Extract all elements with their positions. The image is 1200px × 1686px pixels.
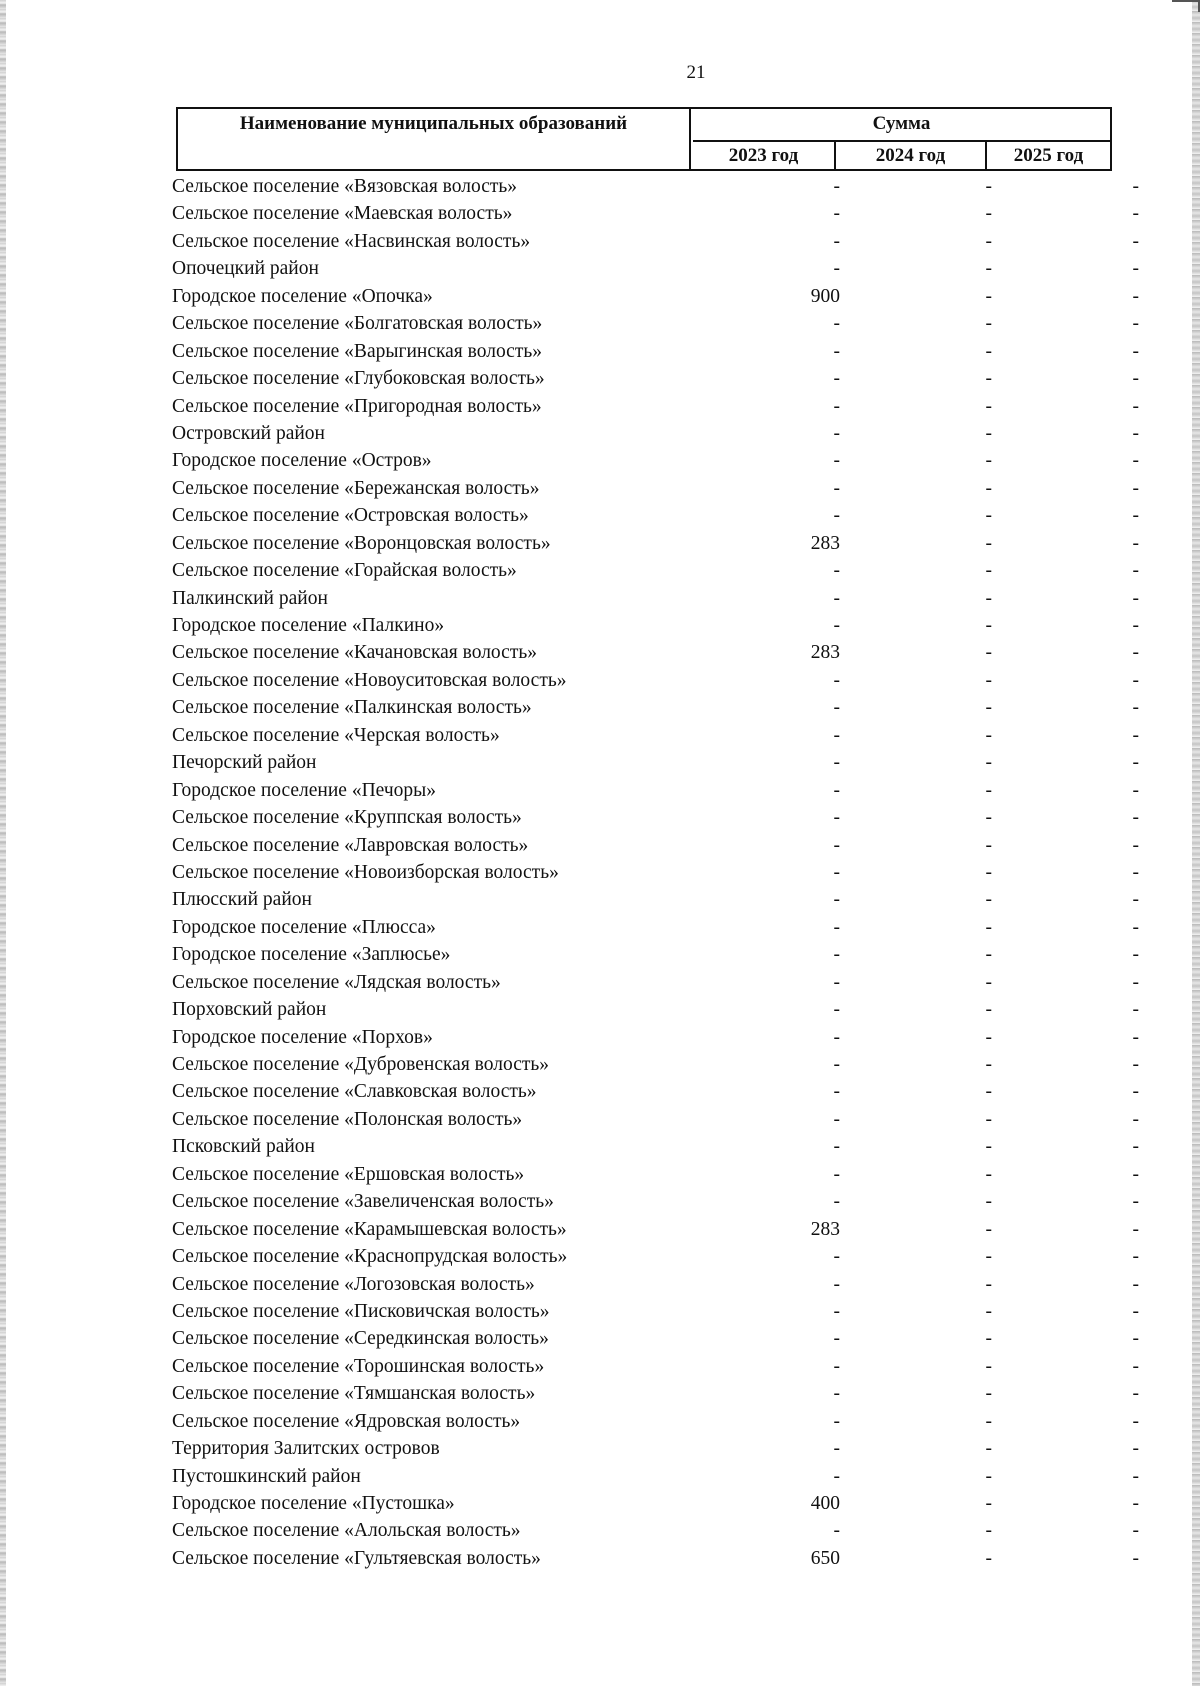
- row-value-2025: -: [1132, 1218, 1139, 1240]
- table-row: [0, 557, 1200, 584]
- row-name: Сельское поселение «Островская волость»: [172, 505, 529, 527]
- table-row: [0, 1133, 1200, 1160]
- row-value-2025: -: [1132, 779, 1139, 801]
- row-name: Городское поселение «Опочка»: [172, 285, 433, 307]
- row-value-2024: -: [985, 1026, 992, 1048]
- row-value-2025: -: [1132, 1163, 1139, 1185]
- row-name: Сельское поселение «Палкинская волость»: [172, 697, 532, 719]
- row-value-2023: -: [833, 971, 840, 993]
- row-value-2023: -: [833, 1191, 840, 1213]
- row-value-2023: -: [833, 368, 840, 390]
- table-row: [0, 777, 1200, 804]
- row-value-2025: -: [1132, 1273, 1139, 1295]
- row-value-2024: -: [985, 422, 992, 444]
- table-row: [0, 804, 1200, 831]
- table-row: [0, 310, 1200, 337]
- row-value-2023: -: [833, 560, 840, 582]
- row-value-2025: -: [1132, 669, 1139, 691]
- row-value-2024: -: [985, 560, 992, 582]
- row-value-2025: -: [1132, 532, 1139, 554]
- row-value-2024: -: [985, 1136, 992, 1158]
- row-value-2023: -: [833, 861, 840, 883]
- row-value-2023: -: [833, 1355, 840, 1377]
- row-name: Городское поселение «Порхов»: [172, 1026, 433, 1048]
- row-value-2023: -: [833, 258, 840, 280]
- table-row: [0, 228, 1200, 255]
- row-value-2024: -: [985, 752, 992, 774]
- row-value-2024: -: [985, 1355, 992, 1377]
- row-value-2024: -: [985, 1410, 992, 1432]
- row-name: Сельское поселение «Качановская волость»: [172, 642, 537, 664]
- row-value-2024: -: [985, 230, 992, 252]
- row-value-2024: -: [985, 1054, 992, 1075]
- row-name: Сельское поселение «Гультяевская волость»: [172, 1547, 541, 1569]
- table-body: [0, 173, 1200, 1572]
- row-value-2024: -: [985, 532, 992, 554]
- row-value-2024: -: [985, 916, 992, 938]
- row-value-2025: -: [1132, 422, 1139, 444]
- row-name: Сельское поселение «Лавровская волость»: [172, 834, 529, 856]
- header-year-2023: 2023 год: [693, 142, 836, 169]
- row-value-2025: -: [1132, 395, 1139, 417]
- row-name: Городское поселение «Печоры»: [172, 779, 436, 801]
- row-name: Порховский район: [172, 999, 327, 1021]
- row-value-2025: -: [1132, 340, 1139, 362]
- row-value-2025: -: [1132, 807, 1139, 829]
- row-value-2023: -: [833, 615, 840, 636]
- table-row: [0, 1051, 1200, 1078]
- row-name: Городское поселение «Остров»: [172, 450, 432, 472]
- row-value-2024: -: [985, 944, 992, 966]
- row-value-2024: -: [985, 697, 992, 719]
- row-value-2025: -: [1132, 203, 1139, 225]
- row-name: Сельское поселение «Тямшанская волость»: [172, 1383, 536, 1405]
- row-value-2025: -: [1132, 1465, 1139, 1487]
- page-number: 21: [686, 62, 706, 83]
- row-value-2024: -: [985, 587, 992, 609]
- row-name: Псковский район: [172, 1136, 315, 1158]
- row-value-2024: -: [985, 1246, 992, 1268]
- row-value-2023: -: [833, 697, 840, 719]
- table-row: [0, 914, 1200, 941]
- row-value-2025: -: [1132, 587, 1139, 609]
- row-value-2025: -: [1132, 1410, 1139, 1432]
- row-value-2023: 283: [810, 1218, 840, 1240]
- row-value-2023: -: [833, 340, 840, 362]
- table-row: [0, 1024, 1200, 1051]
- table-row: [0, 1161, 1200, 1188]
- row-value-2025: -: [1132, 1547, 1139, 1569]
- row-name: Сельское поселение «Круппская волость»: [172, 807, 522, 829]
- row-value-2023: -: [833, 724, 840, 746]
- row-name: Плюсский район: [172, 889, 312, 911]
- row-value-2024: -: [985, 615, 992, 636]
- row-value-2023: -: [833, 1246, 840, 1268]
- row-value-2023: -: [833, 1163, 840, 1185]
- row-value-2024: -: [985, 313, 992, 335]
- table-row: [0, 585, 1200, 612]
- row-value-2023: -: [833, 313, 840, 335]
- row-value-2023: 283: [810, 532, 840, 554]
- row-name: Сельское поселение «Новоизборская волость»: [172, 861, 559, 883]
- table-row: [0, 173, 1200, 200]
- row-value-2025: -: [1132, 1355, 1139, 1377]
- row-name: Сельское поселение «Середкинская волость»: [172, 1328, 549, 1350]
- table-row: [0, 530, 1200, 557]
- row-value-2025: -: [1132, 971, 1139, 993]
- row-value-2025: -: [1132, 642, 1139, 664]
- row-value-2023: -: [833, 944, 840, 966]
- row-value-2025: -: [1132, 889, 1139, 911]
- row-name: Сельское поселение «Алольская волость»: [172, 1520, 521, 1542]
- row-value-2023: -: [833, 889, 840, 911]
- row-value-2025: -: [1132, 1246, 1139, 1268]
- row-value-2023: -: [833, 1273, 840, 1295]
- row-value-2023: -: [833, 1054, 840, 1075]
- table-row: [0, 1243, 1200, 1270]
- row-value-2024: -: [985, 889, 992, 911]
- row-value-2024: -: [985, 203, 992, 225]
- row-value-2023: -: [833, 1328, 840, 1350]
- row-value-2023: -: [833, 450, 840, 472]
- row-name: Сельское поселение «Пригородная волость»: [172, 395, 542, 417]
- table-row: [0, 996, 1200, 1023]
- row-value-2023: -: [833, 999, 840, 1021]
- row-name: Сельское поселение «Насвинская волость»: [172, 230, 531, 252]
- row-value-2024: -: [985, 395, 992, 417]
- row-value-2025: -: [1132, 752, 1139, 774]
- table-row: [0, 1188, 1200, 1215]
- row-value-2023: 650: [810, 1547, 840, 1569]
- row-value-2023: -: [833, 807, 840, 829]
- row-name: Городское поселение «Палкино»: [172, 615, 445, 636]
- table-row: [0, 338, 1200, 365]
- row-name: Сельское поселение «Дубровенская волость»: [172, 1054, 550, 1075]
- row-value-2025: -: [1132, 1026, 1139, 1048]
- row-value-2024: -: [985, 1520, 992, 1542]
- table-row: [0, 941, 1200, 968]
- row-value-2024: -: [985, 724, 992, 746]
- row-value-2025: -: [1132, 230, 1139, 252]
- table-row: [0, 1078, 1200, 1105]
- row-value-2025: -: [1132, 1328, 1139, 1350]
- row-value-2025: -: [1132, 505, 1139, 527]
- row-value-2025: -: [1132, 1520, 1139, 1542]
- table-row: [0, 1517, 1200, 1544]
- row-name: Территория Залитских островов: [172, 1438, 440, 1460]
- row-value-2023: -: [833, 395, 840, 417]
- row-value-2025: -: [1132, 944, 1139, 966]
- row-name: Сельское поселение «Карамышевская волость»: [172, 1218, 567, 1240]
- row-value-2023: 900: [810, 285, 840, 307]
- table-row: [0, 1380, 1200, 1407]
- table-row: [0, 393, 1200, 420]
- table-row: [0, 694, 1200, 721]
- row-value-2025: -: [1132, 1136, 1139, 1158]
- row-value-2024: -: [985, 1300, 992, 1322]
- table-row: [0, 969, 1200, 996]
- row-value-2025: -: [1132, 697, 1139, 719]
- row-name: Сельское поселение «Черская волость»: [172, 724, 500, 746]
- row-name: Сельское поселение «Ядровская волость»: [172, 1410, 521, 1432]
- row-value-2023: -: [833, 1438, 840, 1460]
- row-name: Сельское поселение «Лядская волость»: [172, 971, 501, 993]
- row-value-2025: -: [1132, 1081, 1139, 1103]
- table-row: [0, 1545, 1200, 1572]
- table-row: [0, 1353, 1200, 1380]
- row-name: Печорский район: [172, 752, 317, 774]
- row-value-2024: -: [985, 642, 992, 664]
- row-value-2025: -: [1132, 999, 1139, 1021]
- table-row: [0, 832, 1200, 859]
- row-value-2024: -: [985, 1191, 992, 1213]
- row-value-2024: -: [985, 1547, 992, 1569]
- row-value-2024: -: [985, 834, 992, 856]
- row-value-2024: -: [985, 1465, 992, 1487]
- row-name: Сельское поселение «Новоуситовская волость»: [172, 669, 567, 691]
- row-value-2024: -: [985, 1273, 992, 1295]
- table-row: [0, 1408, 1200, 1435]
- row-value-2024: -: [985, 807, 992, 829]
- row-value-2023: -: [833, 1136, 840, 1158]
- row-value-2024: -: [985, 1081, 992, 1103]
- row-value-2023: -: [833, 477, 840, 499]
- row-value-2025: -: [1132, 834, 1139, 856]
- table-row: [0, 749, 1200, 776]
- row-value-2024: -: [985, 999, 992, 1021]
- row-value-2024: -: [985, 669, 992, 691]
- row-value-2025: -: [1132, 1300, 1139, 1322]
- row-value-2023: -: [833, 230, 840, 252]
- row-value-2023: 400: [810, 1493, 840, 1514]
- row-value-2023: -: [833, 1108, 840, 1130]
- row-value-2023: -: [833, 1465, 840, 1487]
- row-value-2025: -: [1132, 285, 1139, 307]
- row-name: Сельское поселение «Вязовская волость»: [172, 176, 518, 197]
- row-value-2023: -: [833, 834, 840, 856]
- table-row: [0, 1463, 1200, 1490]
- row-value-2024: -: [985, 477, 992, 499]
- table-row: [0, 1106, 1200, 1133]
- table-row: [0, 255, 1200, 282]
- row-value-2024: -: [985, 505, 992, 527]
- row-value-2024: -: [985, 779, 992, 801]
- row-value-2025: -: [1132, 1438, 1139, 1460]
- row-name: Сельское поселение «Болгатовская волость»: [172, 313, 543, 335]
- row-value-2023: -: [833, 916, 840, 938]
- table-row: [0, 859, 1200, 886]
- row-name: Сельское поселение «Завеличенская волость»: [172, 1191, 554, 1213]
- row-value-2025: -: [1132, 724, 1139, 746]
- row-value-2024: -: [985, 340, 992, 362]
- row-value-2025: -: [1132, 560, 1139, 582]
- row-name: Сельское поселение «Бережанская волость»: [172, 477, 540, 499]
- table-row: [0, 1271, 1200, 1298]
- row-value-2023: -: [833, 1300, 840, 1322]
- row-value-2024: -: [985, 1218, 992, 1240]
- row-name: Сельское поселение «Маевская волость»: [172, 203, 513, 225]
- row-value-2023: -: [833, 1383, 840, 1405]
- table-row: [0, 475, 1200, 502]
- row-value-2024: -: [985, 285, 992, 307]
- row-value-2025: -: [1132, 313, 1139, 335]
- row-value-2025: -: [1132, 1108, 1139, 1130]
- table-row: [0, 722, 1200, 749]
- row-name: Сельское поселение «Полонская волость»: [172, 1108, 523, 1130]
- row-name: Городское поселение «Пустошка»: [172, 1493, 455, 1514]
- row-value-2023: -: [833, 1410, 840, 1432]
- row-value-2025: -: [1132, 1191, 1139, 1213]
- table-row: [0, 1325, 1200, 1352]
- row-value-2025: -: [1132, 615, 1139, 636]
- row-value-2023: -: [833, 1026, 840, 1048]
- row-name: Сельское поселение «Варыгинская волость»: [172, 340, 543, 362]
- row-value-2024: -: [985, 1108, 992, 1130]
- table-row: [0, 886, 1200, 913]
- table-row: [0, 1216, 1200, 1243]
- row-value-2025: -: [1132, 1054, 1139, 1075]
- table-row: [0, 420, 1200, 447]
- row-value-2023: -: [833, 176, 840, 197]
- table-row: [0, 365, 1200, 392]
- table-row: [0, 200, 1200, 227]
- row-value-2025: -: [1132, 861, 1139, 883]
- row-value-2024: -: [985, 368, 992, 390]
- table-row: [0, 667, 1200, 694]
- table-row: [0, 1435, 1200, 1462]
- row-value-2024: -: [985, 1493, 992, 1514]
- row-value-2023: -: [833, 1520, 840, 1542]
- row-value-2024: -: [985, 971, 992, 993]
- row-name: Городское поселение «Плюсса»: [172, 916, 436, 938]
- row-name: Опочецкий район: [172, 258, 319, 280]
- row-value-2024: -: [985, 1328, 992, 1350]
- table-row: [0, 1298, 1200, 1325]
- row-name: Сельское поселение «Логозовская волость»: [172, 1273, 535, 1295]
- table-header: [176, 107, 1112, 171]
- table-row: [0, 1490, 1200, 1517]
- row-value-2024: -: [985, 450, 992, 472]
- row-value-2023: -: [833, 505, 840, 527]
- row-value-2023: -: [833, 203, 840, 225]
- row-value-2024: -: [985, 1383, 992, 1405]
- row-value-2025: -: [1132, 176, 1139, 197]
- row-name: Сельское поселение «Славковская волость»: [172, 1081, 537, 1103]
- row-value-2023: -: [833, 752, 840, 774]
- row-name: Сельское поселение «Глубоковская волость»: [172, 368, 545, 390]
- row-name: Пустошкинский район: [172, 1465, 361, 1487]
- row-name: Сельское поселение «Горайская волость»: [172, 560, 517, 582]
- row-name: Сельское поселение «Краснопрудская волость»: [172, 1246, 568, 1268]
- row-name: Палкинский район: [172, 587, 328, 609]
- table-row: [0, 502, 1200, 529]
- row-value-2025: -: [1132, 477, 1139, 499]
- row-name: Сельское поселение «Торошинская волость»: [172, 1355, 545, 1377]
- table-row: [0, 639, 1200, 666]
- row-value-2024: -: [985, 861, 992, 883]
- row-name: Сельское поселение «Ершовская волость»: [172, 1163, 525, 1185]
- row-value-2025: -: [1132, 368, 1139, 390]
- table-row: [0, 283, 1200, 310]
- header-year-2025: 2025 год: [1013, 145, 1084, 166]
- row-value-2024: -: [985, 1163, 992, 1185]
- header-name-column: Наименование муниципальных образований: [178, 109, 691, 169]
- row-value-2025: -: [1132, 1493, 1139, 1514]
- row-value-2024: -: [985, 176, 992, 197]
- row-value-2024: -: [985, 258, 992, 280]
- header-sum-column: Сумма: [693, 109, 1110, 142]
- row-value-2023: -: [833, 669, 840, 691]
- row-name: Сельское поселение «Писковичская волость»: [172, 1300, 550, 1322]
- row-value-2025: -: [1132, 450, 1139, 472]
- table-row: [0, 447, 1200, 474]
- row-value-2025: -: [1132, 916, 1139, 938]
- row-value-2025: -: [1132, 1383, 1139, 1405]
- row-name: Городское поселение «Заплюсье»: [172, 944, 451, 966]
- table-row: [0, 612, 1200, 639]
- scan-corner-mark: [1172, 0, 1200, 12]
- row-value-2023: 283: [810, 642, 840, 664]
- row-value-2023: -: [833, 779, 840, 801]
- row-name: Островский район: [172, 422, 325, 444]
- row-value-2023: -: [833, 1081, 840, 1103]
- row-value-2024: -: [985, 1438, 992, 1460]
- row-value-2025: -: [1132, 258, 1139, 280]
- header-year-2024: 2024 год: [836, 142, 987, 169]
- row-name: Сельское поселение «Воронцовская волость»: [172, 532, 551, 554]
- row-value-2023: -: [833, 422, 840, 444]
- row-value-2023: -: [833, 587, 840, 609]
